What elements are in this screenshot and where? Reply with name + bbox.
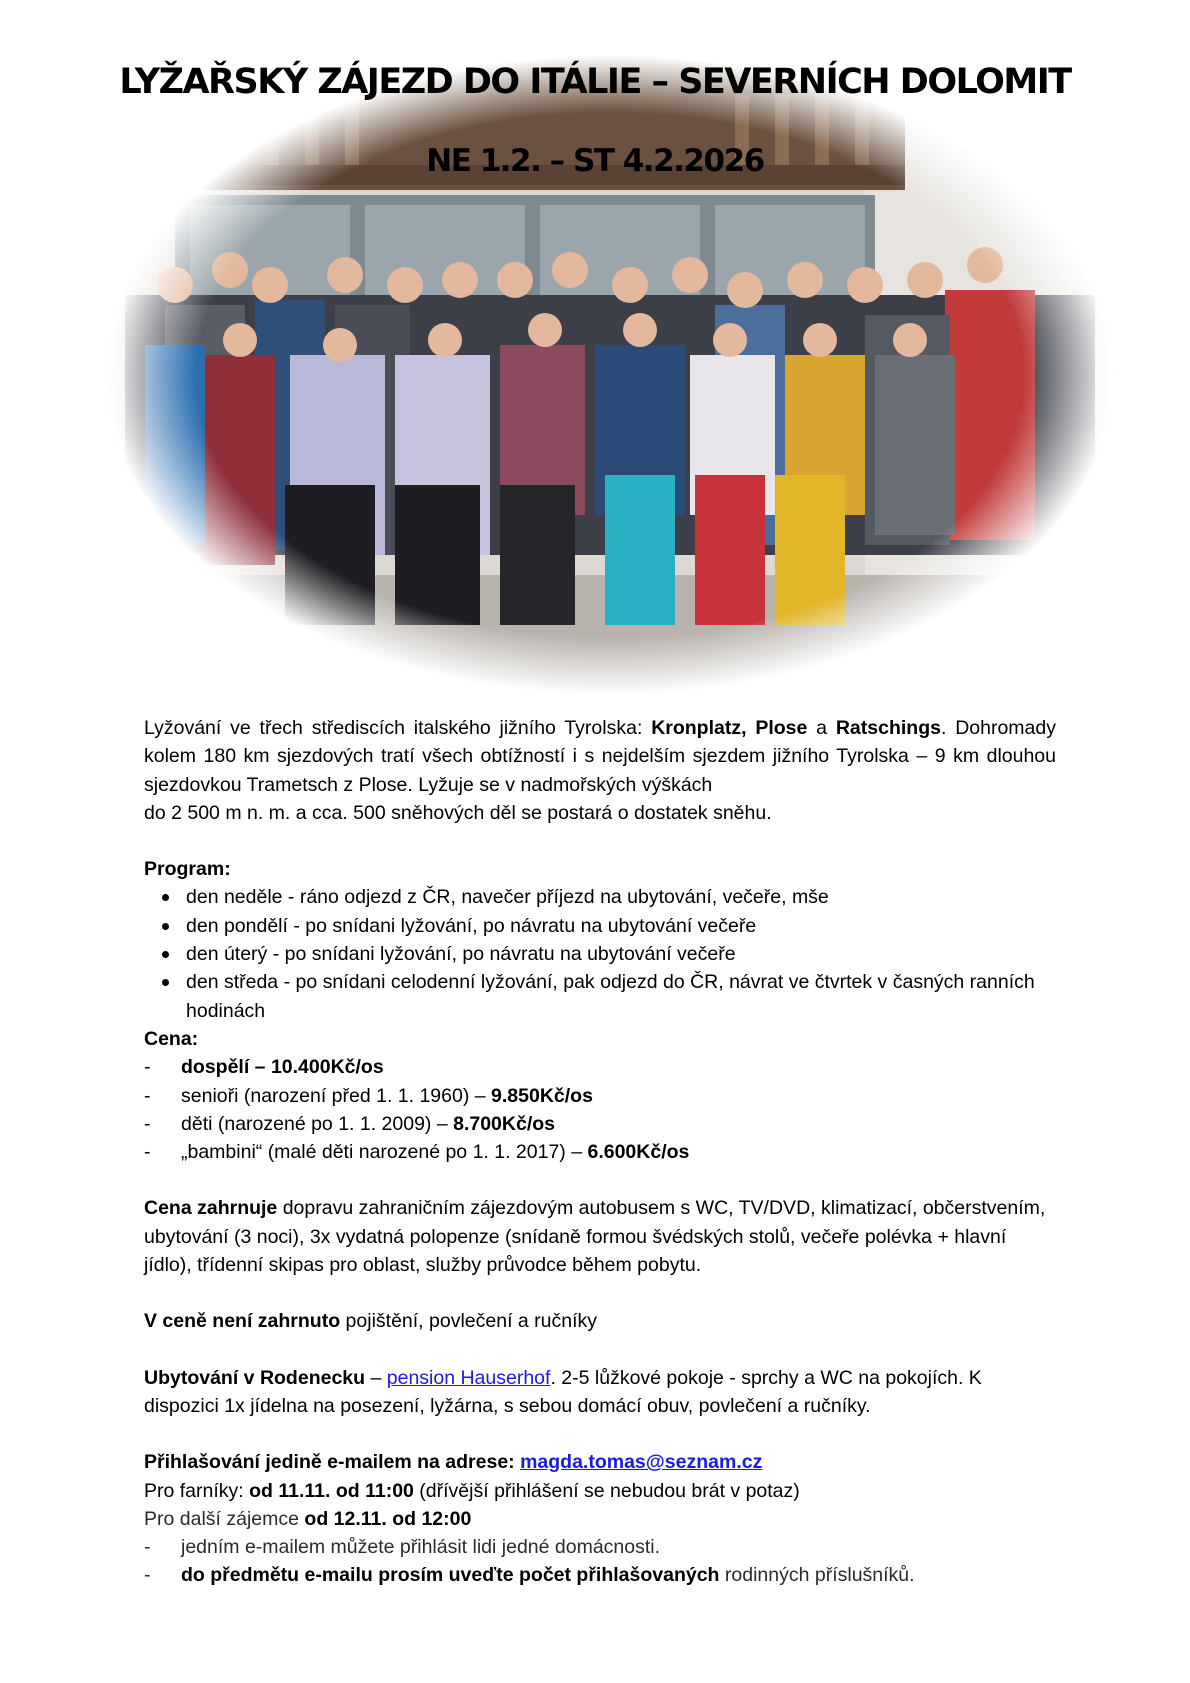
dash-marker: - — [144, 1564, 151, 1587]
parish-text: Pro farníky: — [144, 1479, 250, 1502]
list-item: den úterý - po snídani lyžování, po návratu na ubytování večeře — [186, 940, 1056, 968]
price-bambini-text: „bambini“ (malé děti narozené po 1. 1. 2017) – — [181, 1141, 588, 1164]
price-adults-text: dospělí – 10.400Kč/os — [181, 1056, 384, 1079]
price-heading: Cena: — [144, 1027, 199, 1050]
registration-label: Přihlašování jedině e-mailem na adrese: — [144, 1451, 521, 1474]
flyer-content — [144, 714, 1056, 1590]
registration-heading — [144, 1448, 1056, 1476]
note-subject-rest: rodinných příslušníků. — [719, 1564, 915, 1587]
list-item — [144, 1561, 1056, 1589]
email-link[interactable]: magda.tomas@seznam.cz — [520, 1451, 763, 1474]
registration-others — [144, 1505, 1056, 1533]
list-item: den neděle - ráno odjezd z ČR, navečer příjezd na ubytování, večeře, mše — [186, 883, 1056, 911]
list-item: den středa - po snídani celodenní lyžování, pak odjezd do ČR, návrat ve čtvrtek v časných ranních hodinách — [186, 968, 1056, 1025]
note-household: jedním e-mailem můžete přihlásit lidi jedné domácnosti. — [181, 1536, 661, 1559]
excludes-text: pojištění, povlečení a ručníky — [340, 1310, 598, 1333]
registration-parish — [144, 1477, 1056, 1505]
price-children — [144, 1110, 1056, 1138]
registration-notes — [144, 1533, 1056, 1590]
program-list — [144, 883, 1056, 1024]
excludes-paragraph — [144, 1307, 1056, 1335]
note-subject-bold: do předmětu e-mailu prosím uveďte počet přihlašovaných — [181, 1564, 720, 1587]
dash-marker: - — [144, 1084, 151, 1107]
list-item — [144, 1533, 1056, 1561]
dash-marker: - — [144, 1112, 151, 1135]
includes-paragraph — [144, 1194, 1056, 1279]
price-seniors — [144, 1082, 1056, 1110]
accommodation-label: Ubytování v Rodenecku — [144, 1366, 366, 1389]
trip-dates: NE 1.2. – ST 4.2.2026 — [426, 143, 764, 179]
resort-ratschings: Ratschings — [835, 717, 941, 739]
price-seniors-text: senioři (narození před 1. 1. 1960) – — [181, 1084, 492, 1107]
pension-link[interactable]: pension Hauserhof — [386, 1366, 551, 1389]
dash-marker: - — [144, 1141, 151, 1164]
intro-paragraph — [144, 714, 1056, 799]
parish-time: od 11.11. od 11:00 — [249, 1479, 414, 1502]
accommodation-dash: – — [365, 1366, 387, 1389]
accommodation-paragraph — [144, 1364, 1056, 1421]
price-children-value: 8.700Kč/os — [453, 1112, 556, 1135]
parish-note: (dřívější přihlášení se nebudou brát v potaz) — [413, 1479, 800, 1502]
price-seniors-value: 9.850Kč/os — [491, 1084, 593, 1107]
includes-text: dopravu zahraničním zájezdovým autobusem s WC, TV/DVD, klimatizací, občerstvením, ubytování (3 noci), 3x vydatná polopenze (snídaně formou švédských stolů, večeře polévka + hlavní jídlo), třídenní skipas pro oblast, služby průvodce během pobytu. — [144, 1197, 1046, 1277]
resort-names: Kronplatz, Plose — [651, 717, 808, 739]
program-heading: Program: — [144, 858, 231, 881]
dash-marker: - — [144, 1056, 151, 1079]
intro-text: Lyžování ve třech střediscích italského jižního Tyrolska: — [144, 717, 652, 739]
price-list — [144, 1053, 1056, 1166]
dash-marker: - — [144, 1536, 151, 1559]
accommodation-text: . 2-5 lůžkové pokoje - sprchy a WC na pokojích. K dispozici 1x jídelna na posezení, lyžárna, s sebou domácí obuv, povlečení a ručníky. — [144, 1366, 982, 1417]
excludes-label: V ceně není zahrnuto — [144, 1310, 341, 1333]
intro-paragraph-end: do 2 500 m n. m. a cca. 500 sněhových děl se postará o dostatek sněhu. — [144, 801, 772, 824]
others-text: Pro další zájemce — [144, 1507, 305, 1530]
price-adults — [144, 1053, 1056, 1081]
others-time: od 12.11. od 12:00 — [304, 1507, 472, 1530]
intro-text-2: . Dohromady kolem 180 km sjezdových tratí všech obtížností i s nejdelším sjezdem jižního Tyrolska – 9 km dlouhou sjezdovkou Trametsch z Plose. Lyžuje se v nadmořských výškách — [144, 717, 1056, 796]
page-title: LYŽAŘSKÝ ZÁJEZD DO ITÁLIE – SEVERNÍCH DOLOMIT — [119, 62, 1071, 102]
intro-and: a — [807, 717, 836, 739]
price-bambini-value: 6.600Kč/os — [587, 1141, 690, 1164]
price-bambini — [144, 1138, 1056, 1166]
price-children-text: děti (narozené po 1. 1. 2009) – — [181, 1112, 454, 1135]
includes-label: Cena zahrnuje — [144, 1197, 278, 1220]
list-item: den pondělí - po snídani lyžování, po návratu na ubytování večeře — [186, 912, 1056, 940]
